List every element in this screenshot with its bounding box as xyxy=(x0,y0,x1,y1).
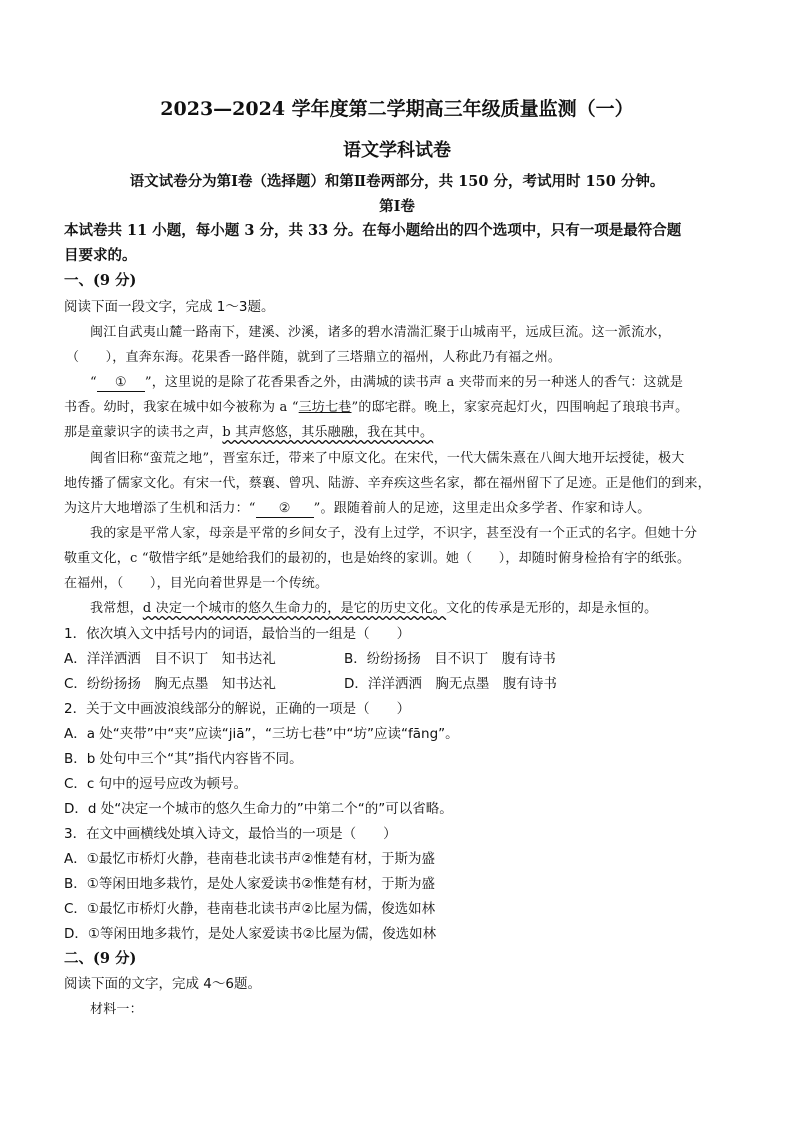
question-2-option-c[interactable]: C．c 句中的逗号应改为顿号。 xyxy=(64,776,248,792)
passage-text: ”。跟随着前人的足迹，这里走出众多学者、作家和诗人。 xyxy=(313,501,651,516)
question-1-option-a[interactable]: A．洋洋洒洒 目不识丁 知书达礼 xyxy=(64,651,276,667)
question-3-option-a[interactable]: A．①最忆市桥灯火静，巷南巷北读书声②惟楚有材，于斯为盛 xyxy=(64,851,435,867)
passage-text: 文化的传承是无形的，却是永恒的。 xyxy=(446,601,658,616)
question-2-option-d[interactable]: D．d 处“决定一个城市的悠久生命力的”中第二个“的”可以省略。 xyxy=(64,801,453,817)
blank-2: ② xyxy=(256,501,314,518)
question-3-stem: 3．在文中画横线处填入诗文，最恰当的一项是（ ） xyxy=(64,826,397,842)
wavy-underlined-sentence: b 其声悠悠，其乐融融，我在其中。 xyxy=(222,425,434,440)
question-2-stem: 2．关于文中画波浪线部分的解说，正确的一项是（ ） xyxy=(64,701,411,717)
section-two-lead: 阅读下面的文字，完成 4～6题。 xyxy=(64,976,261,992)
passage-text: 为这片大地增添了生机和活力：“ xyxy=(64,501,256,516)
passage-p5 xyxy=(90,599,657,619)
question-2-option-a[interactable]: A．a 处“夹带”中“夹”应读“jiā”，“三坊七巷”中“坊”应读“fāng”。 xyxy=(64,726,459,742)
passage-text: 书香。幼时，我家在城中如今被称为 a “ xyxy=(64,400,299,415)
question-3-option-d[interactable]: D．①等闲田地多栽竹，是处人家爱读书②比屋为儒，俊选如林 xyxy=(64,926,437,942)
exam-intro: 语文试卷分为第Ⅰ卷（选择题）和第Ⅱ卷两部分，共 150 分，考试用时 150 分钟。 xyxy=(129,173,665,190)
question-1-option-d[interactable]: D．洋洋洒洒 胸无点墨 腹有诗书 xyxy=(344,676,557,692)
passage-p2-line-1 xyxy=(90,373,683,393)
question-1-option-b[interactable]: B．纷纷扬扬 目不识丁 腹有诗书 xyxy=(344,651,556,667)
passage-p3-line-1: 闽省旧称“蛮荒之地”，晋室东迁，带来了中原文化。在宋代，一代大儒朱熹在八闽大地开坛授徒，极大 xyxy=(90,451,685,466)
passage-p4-line-3: 在福州，（ ），目光向着世界是一个传统。 xyxy=(64,576,329,591)
question-3-option-b[interactable]: B．①等闲田地多栽竹，是处人家爱读书②惟楚有材，于斯为盛 xyxy=(64,876,435,892)
passage-p1-line-2: （ ），直奔东海。花果香一路伴随，就到了三塔鼎立的福州，人称此乃有福之州。 xyxy=(66,350,562,365)
passage-text: ”，这里说的是除了花香果香之外，由满城的读书声 a 夹带而来的另一种迷人的香气：这就是 xyxy=(144,375,684,390)
passage-text: ”的邸宅群。晚上，家家亮起灯火，四围响起了琅琅书声。 xyxy=(351,400,689,415)
quote-open: “ xyxy=(90,375,97,390)
passage-text: 我常想， xyxy=(90,601,143,616)
question-1-option-c[interactable]: C．纷纷扬扬 胸无点墨 知书达礼 xyxy=(64,676,276,692)
passage-p2-line-3 xyxy=(64,423,433,443)
passage-p3-line-2: 地传播了儒家文化。有宋一代，蔡襄、曾巩、陆游、辛弃疾这些名家，都在福州留下了足迹。正是他们的到来， xyxy=(64,476,711,491)
passage-p3-line-3 xyxy=(64,499,651,519)
passage-p4-line-2: 敬重文化，c “敬惜字纸”是她给我们的最初的，也是始终的家训。她（ ），却随时俯身检拾有字的纸张。 xyxy=(64,551,691,566)
passage-p2-line-2 xyxy=(64,398,688,418)
passage-text: 那是童蒙识字的读书之声， xyxy=(64,425,223,440)
question-3-option-c[interactable]: C．①最忆市桥灯火静，巷南巷北读书声②比屋为儒，俊选如林 xyxy=(64,901,436,917)
part-one-heading: 第Ⅰ卷 xyxy=(379,198,415,215)
question-2-option-b[interactable]: B．b 处句中三个“其”指代内容皆不同。 xyxy=(64,751,303,767)
instructions-line-2: 目要求的。 xyxy=(64,247,137,264)
subject-title: 语文学科试卷 xyxy=(343,140,451,161)
exam-title: 2023—2024 学年度第二学期高三年级质量监测（一） xyxy=(160,98,634,120)
section-two-heading: 二、(9 分) xyxy=(64,950,137,967)
section-one-lead: 阅读下面一段文字，完成 1～3题。 xyxy=(64,299,275,315)
blank-1: ① xyxy=(97,375,145,392)
question-1-stem: 1．依次填入文中括号内的词语，最恰当的一组是（ ） xyxy=(64,626,411,642)
passage-p4-line-1: 我的家是平常人家，母亲是平常的乡间女子，没有上过学，不识字，甚至没有一个正式的名字。但她十分 xyxy=(90,526,698,541)
section-one-heading: 一、(9 分) xyxy=(64,272,137,289)
underlined-term: 三坊七巷 xyxy=(298,400,352,415)
passage-p1-line-1: 闽江自武夷山麓一路南下，建溪、沙溪，诸多的碧水清湍汇聚于山城南平，远成巨流。这一派流水， xyxy=(90,325,671,340)
wavy-underlined-sentence: d 决定一个城市的悠久生命力的，是它的历史文化。 xyxy=(142,601,447,616)
instructions-line-1: 本试卷共 11 小题，每小题 3 分，共 33 分。在每小题给出的四个选项中，只有一项是最符合题 xyxy=(64,222,682,239)
material-one-label: 材料一： xyxy=(90,1002,143,1017)
